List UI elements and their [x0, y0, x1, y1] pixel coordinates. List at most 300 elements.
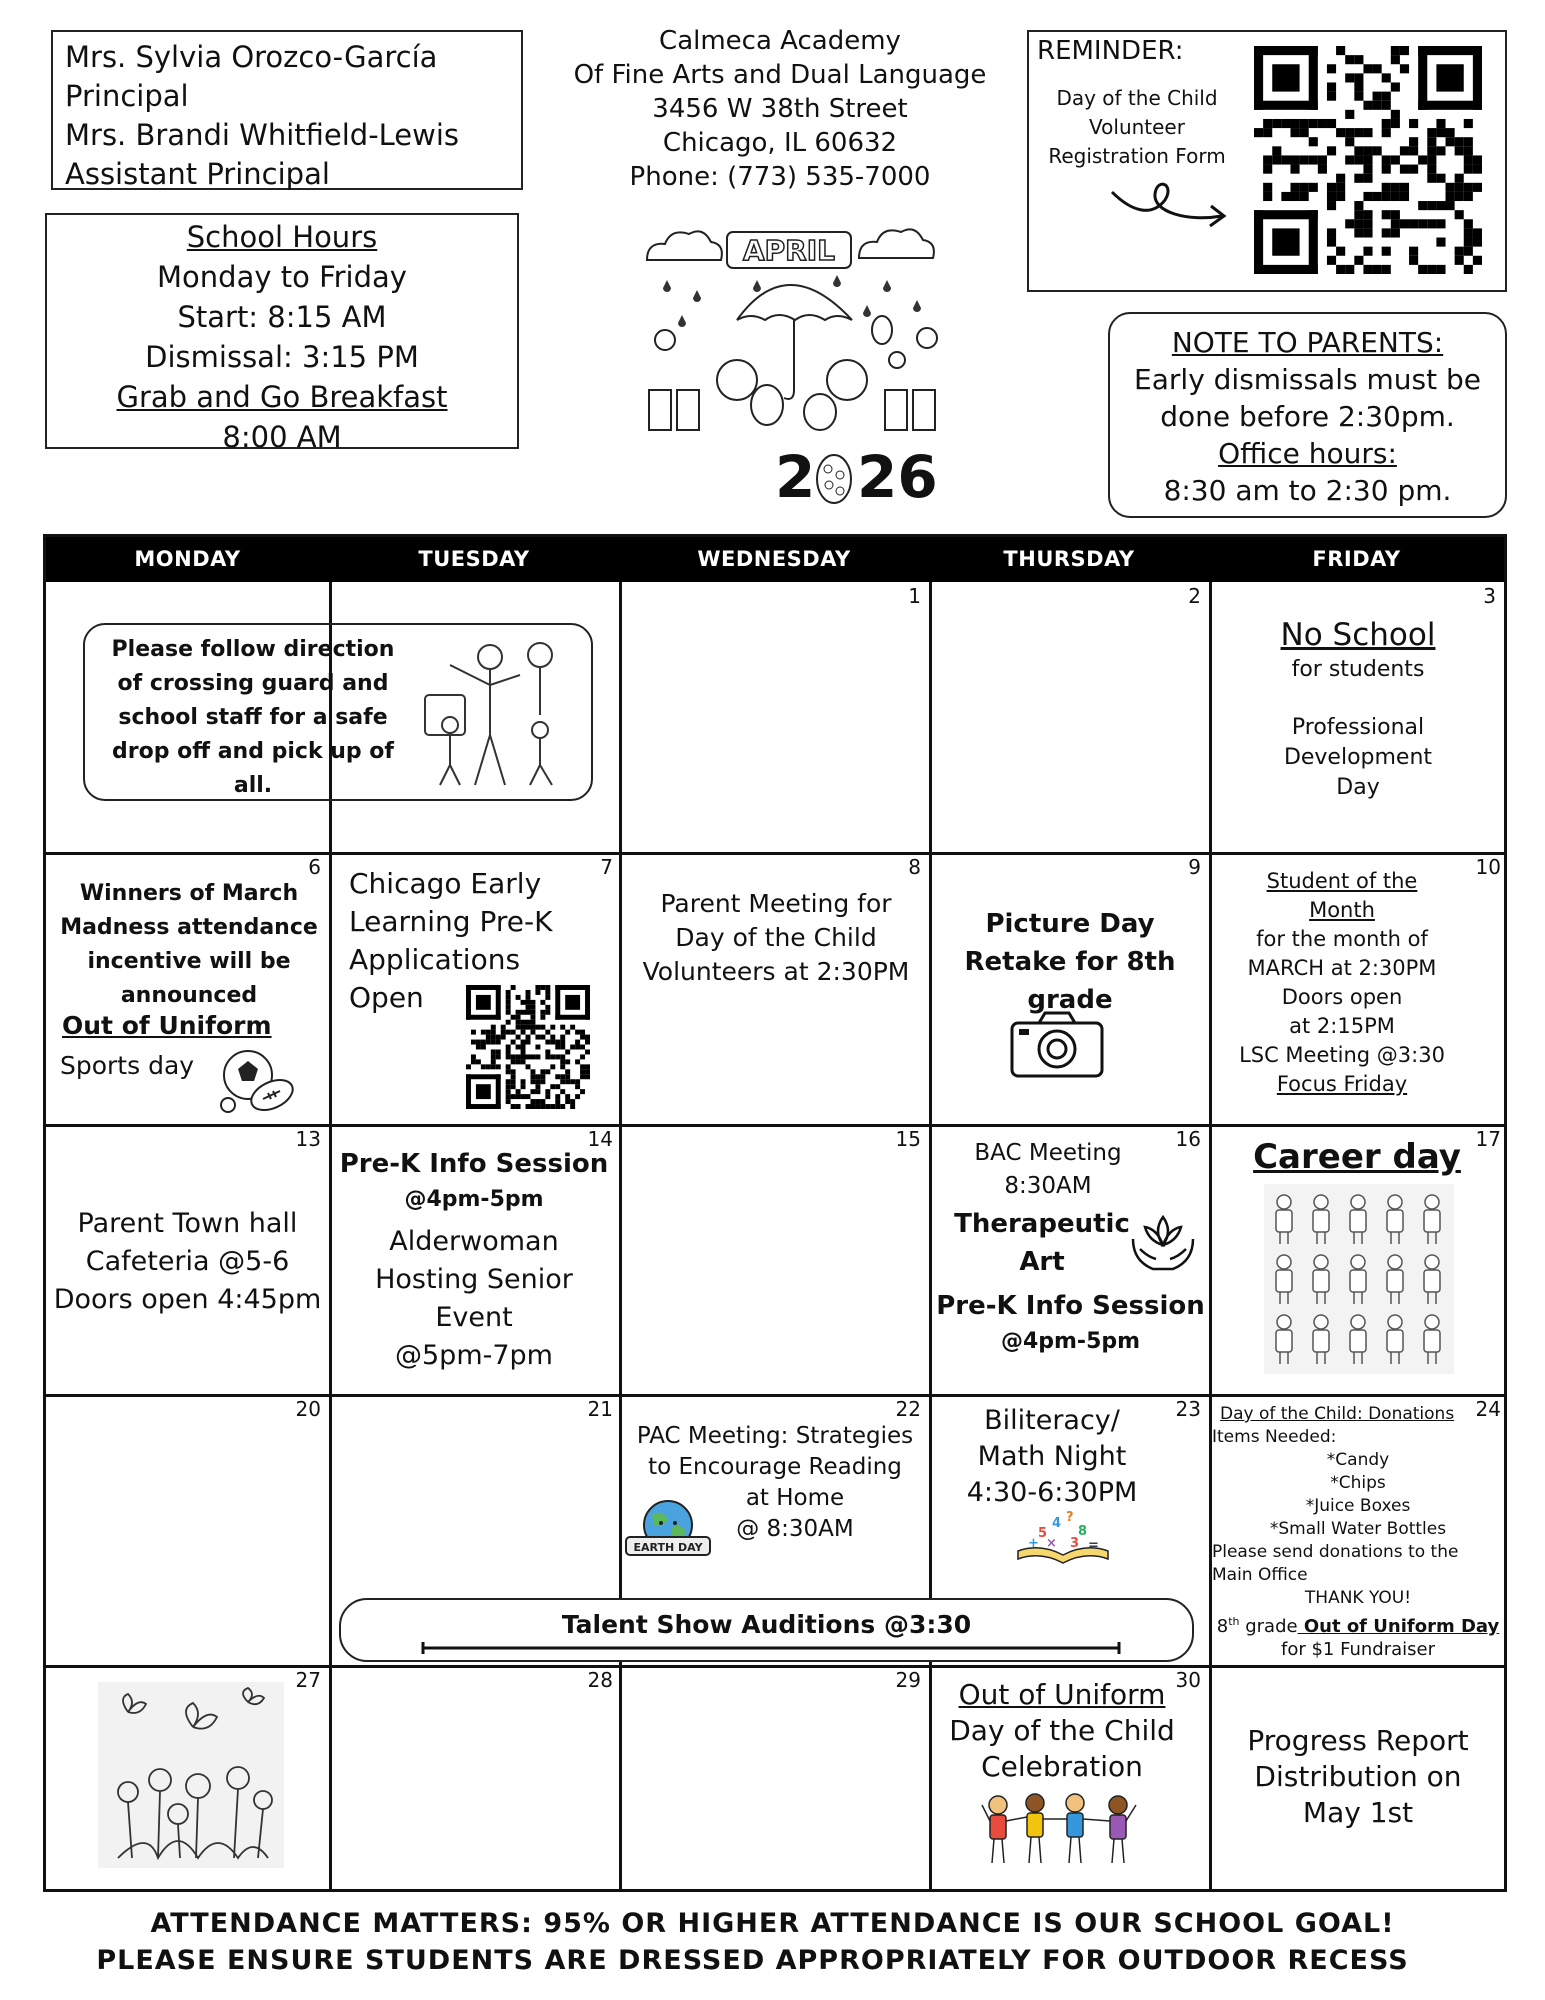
qr-module	[1382, 247, 1391, 256]
qr-module	[1327, 64, 1336, 73]
april-badge: APRIL	[742, 234, 836, 267]
qr-module	[496, 1035, 501, 1040]
qr-module	[580, 1054, 585, 1059]
qr-module	[530, 1030, 535, 1035]
career-kid-head	[1388, 1255, 1402, 1269]
career-day-title: Career day	[1253, 1137, 1461, 1177]
qr-module	[476, 1045, 481, 1050]
sotm-line: Doors open	[1281, 985, 1403, 1009]
sotm-line: LSC Meeting @3:30	[1239, 1043, 1445, 1067]
qr-module	[1281, 192, 1290, 201]
reminder-line: Registration Form	[1048, 144, 1226, 168]
qr-module	[550, 1084, 555, 1089]
career-kid-body	[1276, 1330, 1292, 1352]
qr-module	[555, 1040, 560, 1045]
prek-qr-code-icon[interactable]	[466, 985, 590, 1109]
qr-module	[1409, 219, 1418, 228]
sotm-line: for the month of	[1256, 927, 1428, 951]
svg-text:5: 5	[1038, 1526, 1048, 1541]
qr-module	[1354, 174, 1363, 183]
svg-text:=: =	[1088, 1538, 1099, 1553]
qr-module	[575, 1040, 580, 1045]
qr-module	[1263, 183, 1272, 192]
qr-module	[535, 1104, 540, 1109]
crossing-guard-illustration	[420, 635, 585, 791]
career-kid-head	[1277, 1255, 1291, 1269]
date-number: 21	[587, 1397, 613, 1421]
day-header-thursday: THURSDAY	[1003, 547, 1135, 571]
qr-module	[491, 1064, 496, 1069]
out-of-uniform-label: Out of Uniform	[62, 1011, 272, 1040]
donation-item: *Juice Boxes	[1305, 1496, 1411, 1516]
qr-module	[1336, 46, 1345, 55]
hours-start: Start: 8:15 AM	[177, 300, 387, 334]
date-number: 29	[895, 1668, 921, 1692]
reminder-text	[1037, 84, 1237, 171]
qr-module	[1464, 119, 1473, 128]
date-number: 28	[587, 1668, 613, 1692]
qr-module	[1446, 183, 1455, 192]
qr-module	[1290, 128, 1299, 137]
qr-module	[535, 1074, 540, 1079]
qr-module	[1300, 183, 1309, 192]
qr-module	[1290, 183, 1299, 192]
qr-module	[1327, 192, 1336, 201]
qr-module	[1427, 174, 1436, 183]
qr-module	[526, 1104, 531, 1109]
qr-module	[1455, 137, 1464, 146]
qr-module	[521, 1094, 526, 1099]
prek-session-title: Pre-K Info Session	[936, 1291, 1205, 1321]
qr-module	[526, 1000, 531, 1005]
qr-module	[585, 1074, 590, 1079]
reminder-box	[1027, 30, 1507, 292]
qr-module	[1309, 46, 1318, 110]
qr-module	[585, 1069, 590, 1074]
date-number: 10	[1475, 855, 1501, 879]
qr-module	[486, 1030, 491, 1035]
qr-module	[535, 1099, 540, 1104]
qr-module	[466, 985, 471, 1020]
qr-module	[530, 1010, 535, 1015]
april-calendar	[43, 534, 1507, 1892]
qr-module	[476, 1059, 481, 1064]
qr-module	[1418, 46, 1482, 55]
qr-module	[526, 1005, 531, 1010]
qr-module	[540, 1099, 545, 1104]
school-name: Calmeca Academy	[659, 26, 901, 56]
qr-module	[565, 995, 580, 1010]
qr-module	[565, 1030, 570, 1035]
note-title: NOTE TO PARENTS:	[1171, 326, 1444, 359]
town-hall-line: Parent Town hall	[77, 1208, 298, 1239]
career-kid-head	[1351, 1255, 1365, 1269]
career-kid-body	[1313, 1330, 1329, 1352]
qr-module	[1382, 155, 1391, 164]
qr-module	[1327, 256, 1336, 265]
date-number: 2	[1188, 584, 1201, 608]
qr-module	[496, 1049, 501, 1054]
qr-module	[1391, 210, 1400, 219]
camera-icon	[1009, 1009, 1105, 1079]
qr-module	[1436, 219, 1445, 228]
qr-module	[1427, 128, 1436, 137]
qr-module	[491, 1059, 496, 1064]
qr-module	[466, 1074, 501, 1079]
prek-session-tue	[332, 1145, 616, 1375]
qr-module	[1391, 155, 1400, 164]
qr-module	[511, 1030, 516, 1035]
qr-module	[1436, 238, 1445, 247]
qr-module	[1318, 119, 1327, 128]
qr-module	[560, 1079, 565, 1084]
qr-module	[1473, 165, 1482, 174]
qr-module	[560, 1064, 565, 1069]
qr-module	[1391, 219, 1400, 228]
qr-module	[1272, 155, 1281, 164]
alderwoman-line: @5pm-7pm	[395, 1340, 553, 1371]
career-kid-head	[1314, 1195, 1328, 1209]
qr-module	[530, 1020, 535, 1025]
qr-module	[560, 1074, 565, 1079]
qr-module	[565, 1079, 570, 1084]
day-of-child-celebration	[932, 1677, 1192, 1785]
qr-module	[1418, 219, 1427, 228]
qr-module	[1464, 155, 1473, 164]
qr-module	[1400, 219, 1409, 228]
office-hours-title: Office hours:	[1218, 437, 1397, 470]
qr-module	[1391, 183, 1400, 192]
qr-module	[1427, 201, 1436, 210]
qr-module	[560, 1035, 565, 1040]
qr-module	[1290, 192, 1299, 201]
qr-module	[1382, 101, 1391, 110]
qr-module	[1473, 238, 1482, 247]
grade-word: grade	[1239, 1616, 1298, 1637]
biliteracy-line: Math Night	[977, 1441, 1127, 1472]
qr-module	[1354, 155, 1363, 164]
qr-module	[560, 1040, 565, 1045]
qr-module	[535, 1084, 540, 1089]
qr-module	[565, 1059, 570, 1064]
qr-module	[530, 1000, 535, 1005]
town-hall-line: Doors open 4:45pm	[53, 1284, 322, 1315]
qr-module	[1354, 256, 1363, 265]
talent-show-banner	[339, 1598, 1194, 1662]
qr-module	[1418, 101, 1482, 110]
qr-module	[1363, 228, 1372, 237]
earth-day-label: EARTH DAY	[633, 1541, 703, 1554]
breakfast-time: 8:00 AM	[222, 420, 342, 454]
qr-module	[1327, 201, 1336, 210]
grid-line	[46, 852, 1504, 855]
qr-module	[526, 1010, 531, 1015]
math-book-icon	[1008, 1507, 1118, 1567]
qr-module	[1363, 101, 1372, 110]
qr-module	[471, 1054, 476, 1059]
qr-module	[1391, 119, 1400, 128]
career-kid-head	[1388, 1315, 1402, 1329]
qr-module	[1345, 155, 1354, 164]
svg-text:×: ×	[1046, 1536, 1057, 1551]
reminder-title: REMINDER:	[1037, 36, 1184, 66]
qr-module	[471, 1030, 476, 1035]
qr-module	[1300, 155, 1309, 164]
career-kid-body	[1350, 1210, 1366, 1232]
qr-module	[545, 1104, 550, 1109]
no-school-sub: for students	[1291, 657, 1425, 682]
qr-module	[1290, 119, 1299, 128]
biliteracy-night-text	[932, 1403, 1172, 1511]
qr-module	[516, 1035, 521, 1040]
qr-module	[545, 985, 550, 990]
qr-module	[526, 1040, 531, 1045]
qr-module	[555, 1054, 560, 1059]
qr-module	[1290, 155, 1299, 164]
qr-module	[530, 1015, 535, 1020]
career-kid-head	[1425, 1315, 1439, 1329]
qr-module	[1436, 128, 1445, 137]
day-header-friday: FRIDAY	[1312, 547, 1401, 571]
qr-module	[506, 1005, 511, 1010]
biliteracy-line: 4:30-6:30PM	[966, 1477, 1138, 1508]
qr-module	[516, 1094, 521, 1099]
therapeutic-art-line: Therapeutic	[954, 1209, 1130, 1239]
qr-module	[555, 1074, 560, 1079]
qr-module	[486, 1064, 491, 1069]
qr-module	[1336, 192, 1345, 201]
qr-module	[1272, 228, 1299, 255]
qr-module	[501, 1035, 506, 1040]
qr-module	[506, 1094, 511, 1099]
qr-module	[1263, 119, 1272, 128]
qr-module	[1345, 110, 1354, 119]
qr-module	[476, 995, 491, 1010]
qr-module	[545, 1049, 550, 1054]
year-left: 2	[775, 443, 816, 511]
qr-module	[1400, 46, 1409, 55]
qr-module	[1354, 201, 1363, 210]
qr-module	[540, 1015, 545, 1020]
qr-module	[516, 1089, 521, 1094]
qr-module	[1345, 219, 1354, 228]
qr-module	[521, 1025, 526, 1030]
volunteer-qr-code-icon[interactable]	[1254, 46, 1482, 274]
qr-module	[560, 1089, 565, 1094]
qr-module	[1363, 155, 1372, 164]
qr-module	[560, 1054, 565, 1059]
qr-module	[550, 1064, 555, 1069]
qr-module	[1300, 119, 1309, 128]
qr-module	[521, 1030, 526, 1035]
date-number: 20	[295, 1397, 321, 1421]
qr-module	[555, 1084, 560, 1089]
qr-module	[1345, 137, 1354, 146]
qr-module	[1473, 155, 1482, 164]
qr-module	[471, 1040, 476, 1045]
qr-module	[585, 1035, 590, 1040]
prek-line: Chicago Early	[349, 867, 542, 900]
career-kid-head	[1277, 1315, 1291, 1329]
recess-footer: PLEASE ENSURE STUDENTS ARE DRESSED APPROPRIATELY FOR OUTDOOR RECESS	[96, 1945, 1409, 1976]
qr-module	[1309, 137, 1318, 146]
fundraiser: for $1 Fundraiser	[1281, 1639, 1435, 1660]
qr-module	[481, 1045, 486, 1050]
qr-module	[540, 985, 545, 990]
career-kid-body	[1424, 1270, 1440, 1292]
qr-module	[496, 1054, 501, 1059]
qr-module	[1263, 128, 1272, 137]
alderwoman-line: Hosting Senior	[375, 1264, 573, 1295]
assistant-principal-name: Mrs. Brandi Whitfield-Lewis	[65, 118, 460, 152]
no-school-title: No School	[1280, 617, 1436, 653]
prek-session-time: @4pm-5pm	[1000, 1329, 1141, 1354]
qr-module	[1436, 64, 1463, 91]
qr-module	[1382, 73, 1391, 82]
qr-module	[530, 1099, 535, 1104]
qr-module	[1281, 119, 1290, 128]
note-to-parents-box	[1108, 312, 1507, 518]
reminder-line: Volunteer	[1089, 115, 1185, 139]
lotus-hands-icon	[1128, 1209, 1198, 1277]
sports-balls-icon	[218, 1047, 298, 1115]
qr-module	[496, 985, 501, 1020]
qr-module	[466, 1015, 501, 1020]
qr-module	[570, 1079, 575, 1084]
date-number: 22	[895, 1397, 921, 1421]
progress-report-line: May 1st	[1302, 1796, 1414, 1829]
qr-module	[580, 1035, 585, 1040]
qr-module	[1254, 101, 1318, 110]
prek-session-time: @4pm-5pm	[404, 1187, 544, 1212]
qr-module	[540, 1074, 545, 1079]
note-line: Early dismissals must be	[1134, 363, 1481, 396]
qr-module	[1327, 119, 1336, 128]
qr-module	[1345, 55, 1354, 64]
pac-line: at Home	[745, 1485, 845, 1511]
qr-module	[1391, 228, 1400, 237]
career-kid-body	[1313, 1270, 1329, 1292]
qr-module	[535, 1089, 540, 1094]
qr-module	[1263, 192, 1272, 201]
date-number: 27	[295, 1668, 321, 1692]
career-kid-body	[1387, 1330, 1403, 1352]
year-right: 26	[857, 443, 938, 511]
grid-line	[46, 1394, 1504, 1397]
qr-module	[1418, 155, 1427, 164]
qr-module	[1327, 238, 1336, 247]
qr-module	[1354, 82, 1363, 91]
career-kid-body	[1387, 1210, 1403, 1232]
progress-report-line: Progress Report	[1247, 1724, 1469, 1757]
prek-session-title: Pre-K Info Session	[339, 1149, 609, 1179]
qr-module	[1363, 146, 1372, 155]
qr-module	[1309, 155, 1318, 164]
grid-line	[619, 582, 622, 1889]
grid-line	[46, 1124, 1504, 1127]
day-header-monday: MONDAY	[134, 547, 241, 571]
qr-module	[521, 1049, 526, 1054]
qr-module	[511, 1104, 516, 1109]
qr-module	[516, 1045, 521, 1050]
qr-module	[535, 1045, 540, 1050]
prek-session-thu	[932, 1287, 1209, 1359]
qr-module	[555, 985, 590, 990]
qr-module	[1382, 92, 1391, 101]
qr-module	[1464, 183, 1473, 192]
qr-module	[506, 1045, 511, 1050]
qr-module	[1436, 119, 1445, 128]
qr-module	[535, 985, 540, 990]
progress-report-text	[1212, 1723, 1504, 1831]
pac-line: to Encourage Reading	[648, 1454, 902, 1480]
date-number: 3	[1483, 584, 1496, 608]
qr-module	[1354, 55, 1363, 64]
career-kid-body	[1350, 1270, 1366, 1292]
qr-module	[560, 1025, 565, 1030]
qr-module	[491, 1040, 496, 1045]
date-number: 9	[1188, 855, 1201, 879]
items-needed-label: Items Needed:	[1212, 1427, 1337, 1447]
qr-module	[530, 1069, 535, 1074]
note-line: done before 2:30pm.	[1160, 400, 1455, 433]
qr-module	[540, 1010, 545, 1015]
qr-module	[580, 1030, 585, 1035]
qr-module	[1464, 228, 1473, 237]
qr-module	[471, 1059, 476, 1064]
qr-module	[511, 1059, 516, 1064]
qr-module	[516, 1054, 521, 1059]
grid-line	[46, 1665, 1504, 1668]
career-kid-head	[1425, 1195, 1439, 1209]
date-number: 14	[587, 1127, 613, 1151]
bac-meeting	[932, 1137, 1164, 1203]
qr-module	[1464, 219, 1473, 228]
qr-module	[1382, 228, 1391, 237]
qr-module	[1354, 73, 1363, 82]
qr-module	[1409, 146, 1418, 155]
qr-module	[1373, 64, 1382, 73]
qr-module	[550, 1054, 555, 1059]
career-kid-head	[1314, 1315, 1328, 1329]
qr-module	[1263, 165, 1272, 174]
donations-title: Day of the Child: Donations	[1220, 1404, 1455, 1424]
qr-module	[511, 1094, 516, 1099]
qr-module	[1309, 183, 1318, 192]
qr-module	[501, 1025, 506, 1030]
qr-module	[1436, 265, 1445, 274]
qr-module	[530, 1089, 535, 1094]
reminder-line: Day of the Child	[1056, 86, 1218, 110]
date-number: 1	[908, 584, 921, 608]
qr-module	[491, 1030, 496, 1035]
qr-module	[1354, 219, 1363, 228]
qr-module	[511, 1015, 516, 1020]
qr-module	[575, 1059, 580, 1064]
grade-number: 8	[1216, 1616, 1229, 1637]
qr-module	[526, 1094, 531, 1099]
therapeutic-art	[932, 1205, 1152, 1281]
qr-module	[530, 1079, 535, 1084]
qr-module	[506, 1084, 511, 1089]
qr-module	[1427, 165, 1436, 174]
date-number: 13	[295, 1127, 321, 1151]
qr-module	[1327, 82, 1336, 91]
pd-day: Professional Development Day	[1283, 715, 1433, 800]
career-kid-body	[1276, 1210, 1292, 1232]
qr-module	[1281, 155, 1290, 164]
qr-module	[1464, 165, 1473, 174]
